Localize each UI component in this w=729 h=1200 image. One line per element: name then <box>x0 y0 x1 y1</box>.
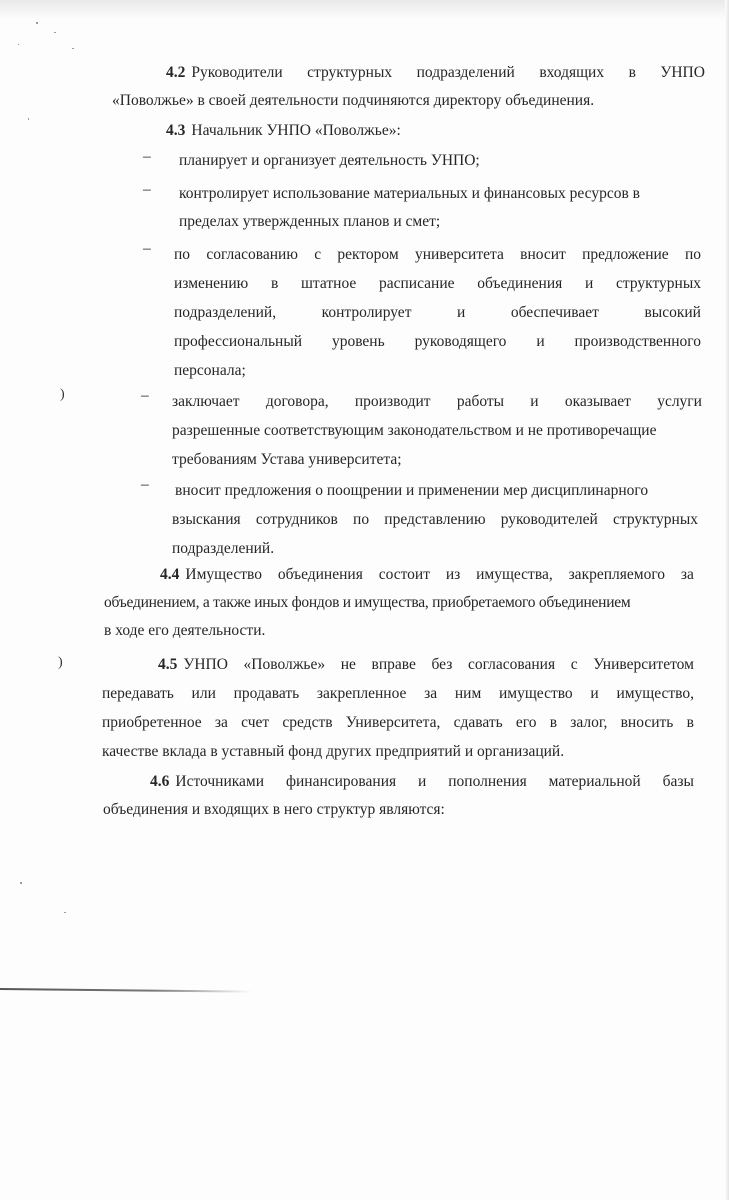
paragraph-4-5-line-2 <box>102 679 694 708</box>
margin-mark: ) <box>58 655 63 670</box>
word: Источниками <box>175 773 265 790</box>
word: материальной <box>548 773 641 790</box>
word: его <box>515 714 537 731</box>
word: высокий <box>644 304 701 321</box>
heading-text: Начальник УНПО «Поволжье»: <box>191 122 401 139</box>
word: руководящего <box>414 333 507 350</box>
paragraph-4-5-line-3 <box>102 708 694 737</box>
word: вносить <box>620 714 674 731</box>
word: в <box>270 275 279 292</box>
section-number: 4.4 <box>160 566 180 583</box>
list-item-3-line-4 <box>174 327 701 356</box>
word: в <box>628 64 636 81</box>
scan-speck <box>18 44 19 45</box>
word: штатное <box>301 275 357 292</box>
paragraph-4-2-line-2: «Поволжье» в своей деятельности подчиняются директору объединения. <box>112 92 595 109</box>
list-item-2-line-1: контролирует использование материальных и финансовых ресурсов в <box>179 185 640 202</box>
word: обеспечивает <box>510 304 599 321</box>
word: уровень <box>331 333 385 350</box>
list-item-1: планирует и организует деятельность УНПО; <box>179 152 480 169</box>
word: структурных <box>615 275 701 292</box>
list-item-3-line-5: персонала; <box>174 362 246 379</box>
paragraph-4-3-heading <box>166 118 401 144</box>
paragraph-4-2-line-1 <box>112 60 705 86</box>
word: с <box>314 246 322 263</box>
word: и <box>536 333 545 350</box>
word: по <box>174 246 191 263</box>
paragraph-4-4 <box>104 561 694 645</box>
list-item-3 <box>174 240 701 385</box>
paragraph-4-5-line-4: качестве вклада в уставный фонд других предприятий и организаций. <box>102 743 565 760</box>
word: структурных <box>307 64 393 81</box>
paragraph-4-6 <box>103 768 694 824</box>
word: состоит <box>378 566 430 583</box>
word: ним <box>454 685 482 702</box>
word: передавать <box>102 685 174 702</box>
word: Имущество <box>185 566 262 583</box>
word: с <box>570 656 578 673</box>
list-item-4-line-3: требованиям Устава университета; <box>172 451 402 468</box>
paragraph-4-6-line-1 <box>103 768 694 796</box>
word: входящих <box>539 64 605 81</box>
word: расписание <box>378 275 455 292</box>
word: имущества, <box>476 566 553 583</box>
scan-speck <box>36 22 38 24</box>
word: имущество, <box>616 685 694 702</box>
word: сдавать <box>453 714 503 731</box>
word: ректором <box>337 246 399 263</box>
word: Руководители <box>191 64 283 81</box>
word: вправе <box>371 656 416 673</box>
word: без <box>431 656 453 673</box>
word: залог, <box>570 714 608 731</box>
list-dash: – <box>143 181 151 198</box>
list-item-4 <box>172 387 702 474</box>
word: производит <box>354 393 431 410</box>
list-item-5 <box>172 476 698 563</box>
word: Университета, <box>345 714 441 731</box>
word: предложение <box>582 246 669 263</box>
word: УНПО <box>183 656 228 673</box>
paragraph-4-2 <box>112 60 705 114</box>
list-dash: – <box>143 240 151 257</box>
scan-right-edge <box>725 0 729 1200</box>
list-item-4-line-2: разрешенные соответствующим законодательством и не противоречащие <box>172 422 657 439</box>
paragraph-4-6-line-2: объединения и входящих в него структур являются: <box>103 801 445 818</box>
word: и <box>457 304 466 321</box>
word: представлению <box>384 511 486 528</box>
word: согласованию <box>206 246 298 263</box>
section-number: 4.5 <box>158 656 178 673</box>
word: по <box>684 246 701 263</box>
list-item-3-line-1 <box>174 240 701 269</box>
word: «Поволжье» <box>243 656 326 673</box>
word: по <box>353 511 370 528</box>
scan-speck <box>72 48 74 49</box>
word: пополнения <box>448 773 527 790</box>
word: счет <box>241 714 270 731</box>
word: контролирует <box>321 304 412 321</box>
word: и <box>418 773 427 790</box>
word: базы <box>662 773 694 790</box>
word: структурных <box>613 511 698 528</box>
scan-speck <box>28 118 29 120</box>
word: средств <box>282 714 333 731</box>
word: договора, <box>265 393 329 410</box>
word: и <box>590 685 599 702</box>
word: взыскания <box>172 511 241 528</box>
word: УНПО <box>660 64 705 81</box>
word: закрепляемого <box>568 566 666 583</box>
word: и <box>584 275 594 292</box>
list-item-5-line-3: подразделений. <box>172 540 275 557</box>
list-item-2-line-2: пределах утвержденных планов и смет; <box>179 213 441 230</box>
word: сотрудников <box>255 511 338 528</box>
list-dash: – <box>141 476 149 493</box>
word: не <box>340 656 356 673</box>
paragraph-4-4-line-3: в ходе его деятельности. <box>104 622 266 639</box>
word: и <box>530 393 539 410</box>
word: объединения <box>277 566 363 583</box>
list-item-5-line-2 <box>172 505 698 534</box>
paragraph-4-4-line-1 <box>104 561 694 589</box>
word: работы <box>456 393 505 410</box>
word: за <box>214 714 228 731</box>
word: подразделений, <box>174 304 277 321</box>
list-item-5-line-1: вносит предложения о поощрении и применении мер дисциплинарного <box>175 482 649 499</box>
list-dash: – <box>141 387 149 404</box>
word: Университетом <box>593 656 694 673</box>
margin-mark: ) <box>60 387 65 402</box>
paragraph-4-5-line-1 <box>102 650 694 679</box>
section-number: 4.3 <box>166 122 186 139</box>
scan-speck <box>64 912 66 913</box>
word: закрепленное <box>316 685 407 702</box>
list-item-3-line-3 <box>174 298 701 327</box>
word: приобретенное <box>102 714 202 731</box>
word: профессиональный <box>174 333 303 350</box>
word: в <box>686 714 694 731</box>
word: производственного <box>574 333 701 350</box>
word: руководителей <box>500 511 598 528</box>
word: оказывает <box>564 393 631 410</box>
word: университета <box>414 246 504 263</box>
paragraph-4-4-line-2: объединением, а также иных фондов и имущества, приобретаемого объединением <box>104 594 631 611</box>
word: заключает <box>172 393 240 410</box>
scan-fold-line <box>0 988 252 993</box>
scan-top-shadow <box>0 0 729 20</box>
paragraph-4-5 <box>102 650 694 766</box>
word: изменению <box>174 275 249 292</box>
word: объединения <box>477 275 563 292</box>
word: за <box>424 685 438 702</box>
word: имущество <box>499 685 573 702</box>
word: подразделений <box>416 64 515 81</box>
word: в <box>549 714 558 731</box>
section-number: 4.2 <box>166 64 186 81</box>
list-item-4-line-1 <box>172 387 702 416</box>
list-item-3-line-2 <box>174 269 701 298</box>
word: из <box>445 566 461 583</box>
word: или <box>191 685 216 702</box>
word: продавать <box>233 685 300 702</box>
list-dash: – <box>143 148 151 165</box>
scan-speck <box>20 882 22 884</box>
word: согласования <box>467 656 556 673</box>
scan-speck <box>54 32 56 33</box>
word: услуги <box>657 393 702 410</box>
word: за <box>680 566 694 583</box>
section-number: 4.6 <box>150 773 170 790</box>
list-item-2 <box>179 181 640 235</box>
word: вносит <box>520 246 566 263</box>
word: финансирования <box>285 773 397 790</box>
